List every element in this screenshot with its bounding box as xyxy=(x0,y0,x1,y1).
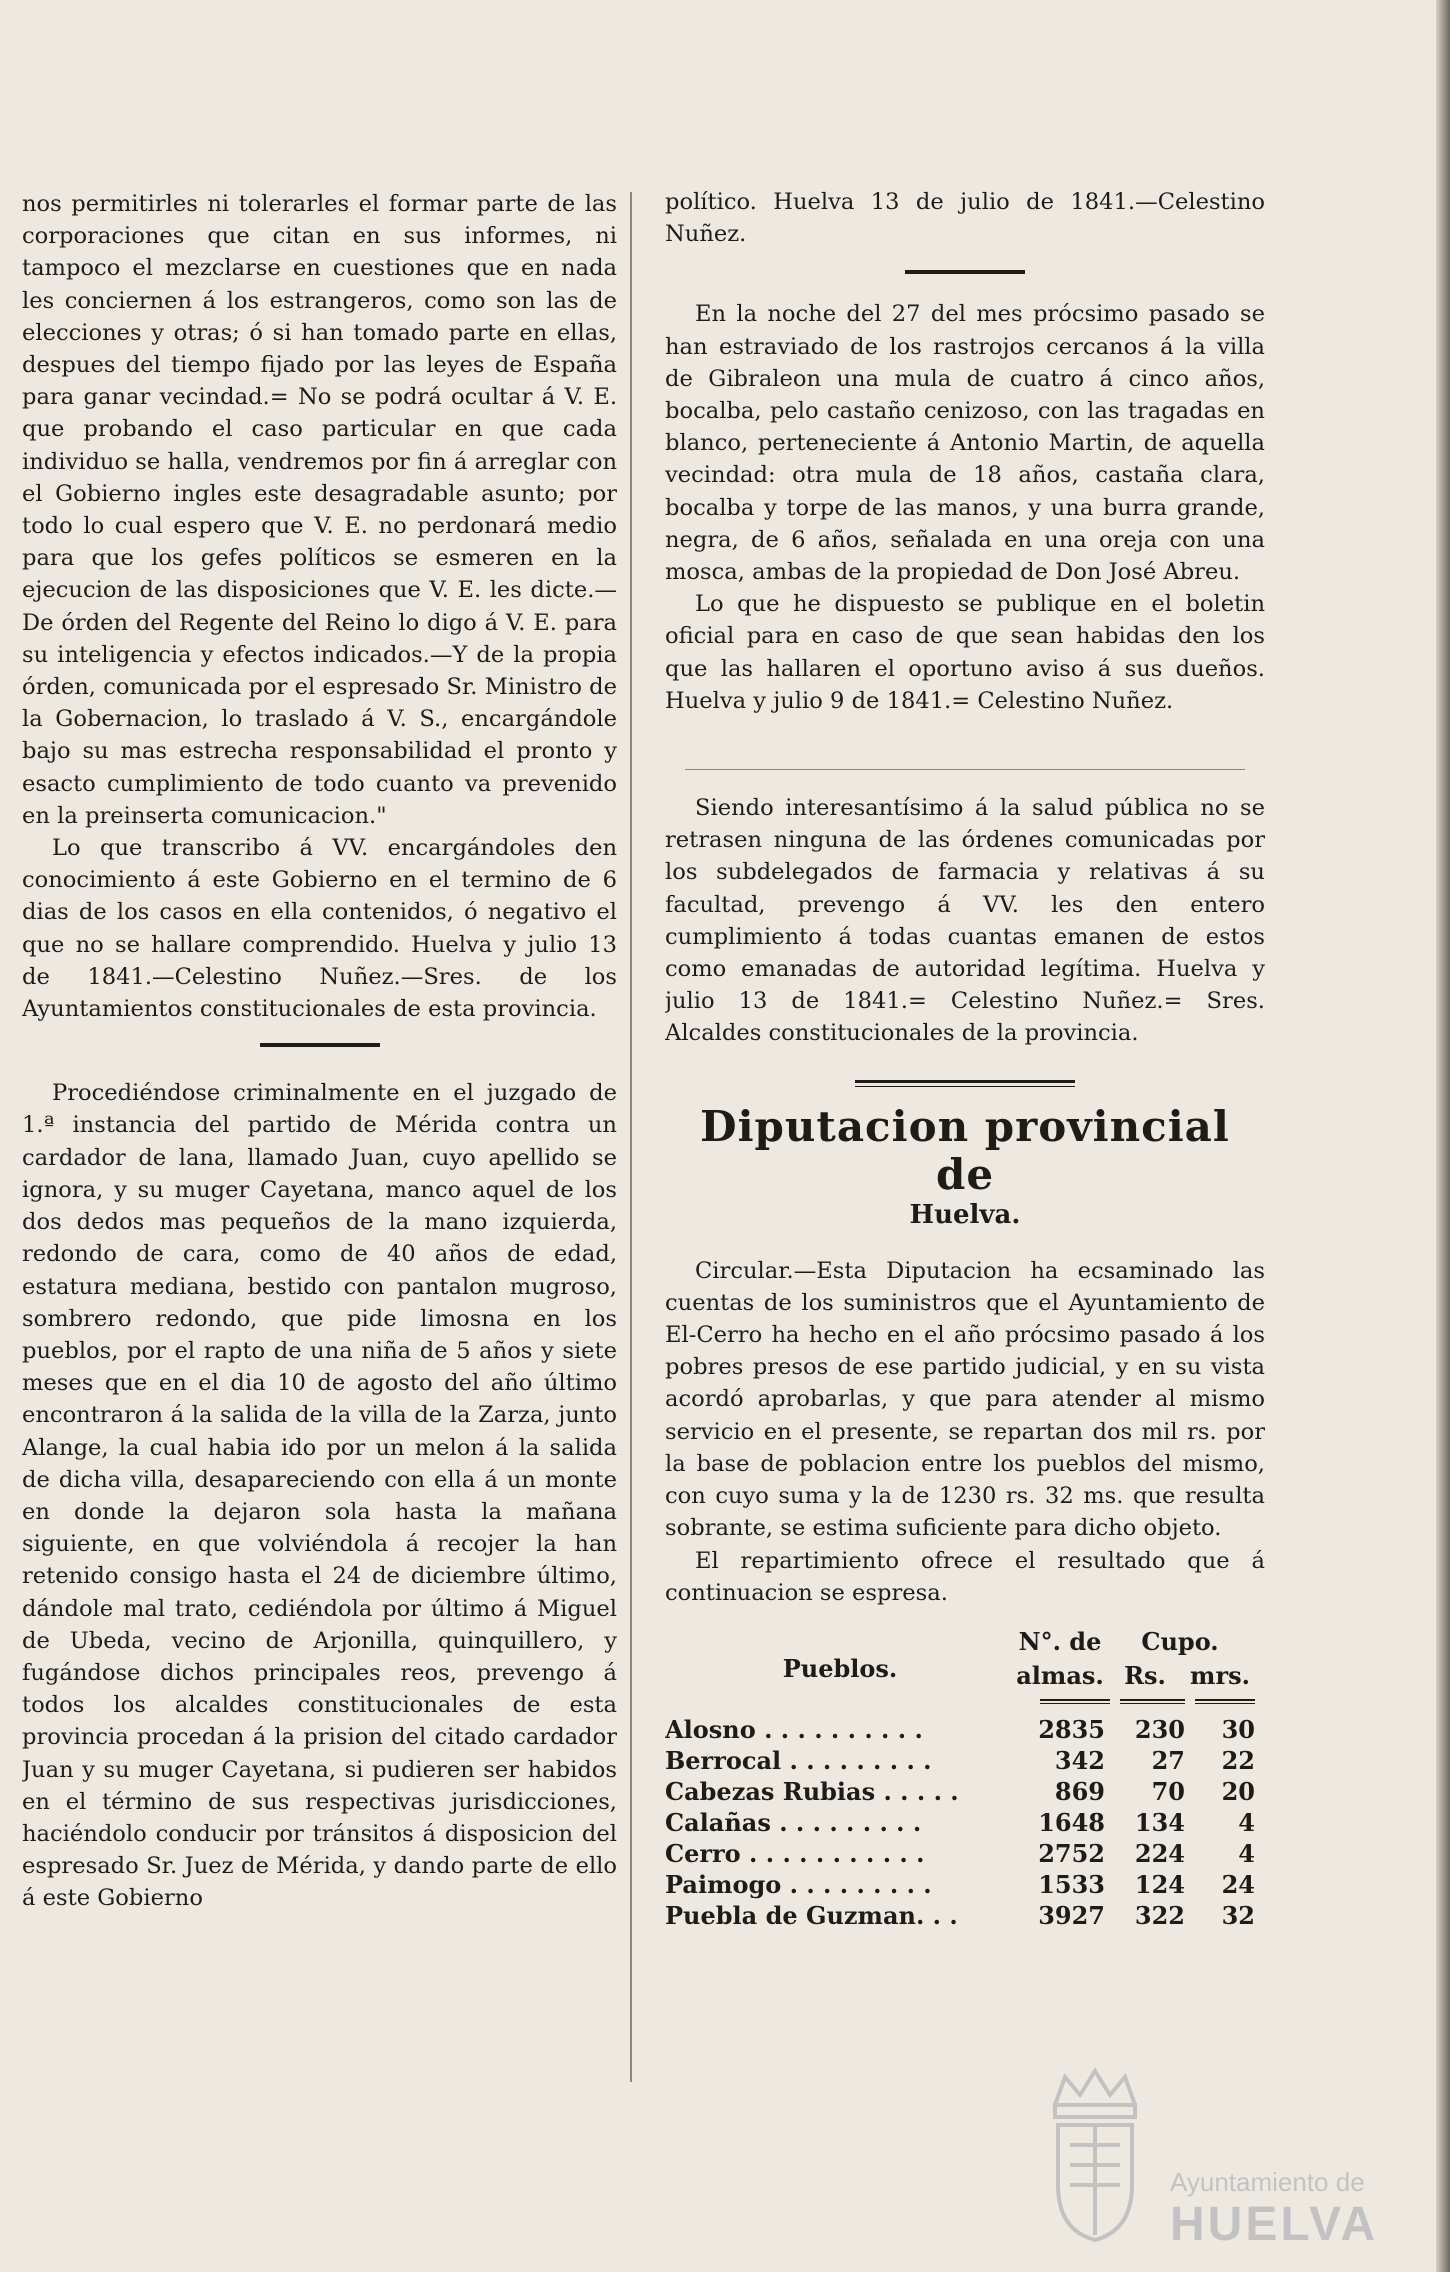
cell-mrs: 4 xyxy=(1238,1838,1255,1868)
cell-mrs: 30 xyxy=(1221,1714,1255,1744)
cell-almas: 2752 xyxy=(1038,1838,1105,1868)
cell-town: Cerro . . . . . . . . . . . xyxy=(665,1838,925,1868)
cell-town: Cabezas Rubias . . . . . xyxy=(665,1776,959,1806)
right-paragraph-6: El repartimiento ofrece el resultado que á continuacion se espresa. xyxy=(665,1547,1265,1606)
right-paragraph-1: político. Huelva 13 de julio de 1841.—Celestino Nuñez. xyxy=(665,189,1265,248)
left-paragraph-3: Procediéndose criminalmente en el juzgado de 1.ª instancia del partido de Mérida contra un cardador de lana, llamado Juan, cuyo apellido se ignora, y su muger Cayetana, manco aquel de los dos dedos mas pequeños de la mano izquierda, redondo de cara, como de 40 años de edad, estatura mediana, bestido con pantalon mugroso, sombrero redondo, que pide limosna en los pueblos, por el rapto de una niña de 5 años y siete meses que en el dia 10 de agosto del año último encontraron á la salida de la villa de la Zarza, junto Alange, la cual habia ido por un melon á la salida de dicha villa, desapareciendo con ella á un monte en donde la dejaron sola hasta la mañana siguiente, en que volviéndola á recojer la han retenido consigo hasta el 24 de diciembre último, dándole mal trato, cediéndola por último á Miguel de Ubeda, vecino de Arjonilla, quinquillero, y fugándose dichos principales reos, prevengo á todos los alcaldes constitucionales de esta provincia procedan á la prision del citado cardador Juan y su muger Cayetana, si pudieren ser habidos en el término de sus respectivas jurisdicciones, haciéndolo conducir por tránsitos á disposicion del espresado Sr. Juez de Mérida, y dando parte de ello á este Gobierno xyxy=(22,1080,617,1912)
table-row xyxy=(665,1776,1255,1807)
page-edge xyxy=(1436,0,1450,2272)
header-rs: Rs. xyxy=(1124,1660,1166,1690)
crown-crest-icon xyxy=(1040,2065,1150,2245)
column-divider xyxy=(630,192,632,2082)
cell-town: Paimogo . . . . . . . . . xyxy=(665,1869,932,1899)
cell-rs: 27 xyxy=(1151,1745,1185,1775)
cell-almas: 1533 xyxy=(1038,1869,1105,1899)
cell-rs: 230 xyxy=(1134,1714,1185,1744)
left-column xyxy=(22,188,617,2093)
right-paragraph-4: Siendo interesantísimo á la salud pública no se retrasen ninguna de las órdenes comunicadas por los subdelegados de farmacia y relativas á su facultad, prevengo á VV. les den entero cumplimiento á todas cuantas emanen de estos como emanadas de autoridad legítima. Huelva y julio 13 de 1841.= Celestino Nuñez.= Sres. Alcaldes constitucionales de la provincia. xyxy=(665,795,1265,1047)
header-pueblos: Pueblos. xyxy=(782,1653,898,1683)
cell-mrs: 24 xyxy=(1221,1869,1255,1899)
table-row xyxy=(665,1807,1255,1838)
table-row xyxy=(665,1838,1255,1869)
right-paragraph-3: Lo que he dispuesto se publique en el boletin oficial para en caso de que sean habidas den los que las hallaren el oportuno aviso á sus dueños. Huelva y julio 9 de 1841.= Celestino Nuñez. xyxy=(665,591,1265,714)
cell-almas: 3927 xyxy=(1038,1900,1105,1930)
ayuntamiento-watermark xyxy=(1040,2065,1420,2255)
header-almas-top: N°. de xyxy=(1018,1626,1102,1656)
cell-rs: 124 xyxy=(1134,1869,1185,1899)
separator-rule xyxy=(685,769,1245,770)
header-almas-bottom: almas. xyxy=(1016,1660,1104,1690)
cell-rs: 224 xyxy=(1134,1838,1185,1868)
left-paragraph-1: nos permitirles ni tolerarles el formar parte de las corporaciones que citan en sus informes, ni tampoco el mezclarse en cuestiones que en nada les conciernen á los estrangeros, como son las de elecciones y otras; ó si han tomado parte en ellas, despues del tiempo fijado por las leyes de España para ganar vecindad.= No se podrá ocultar á V. E. que probando el caso particular en que cada individuo se halla, vendremos por fin á arreglar con el Gobierno ingles este desagradable asunto; por todo lo cual espero que V. E. no perdonará medio para que los gefes políticos se esmeren en la ejecucion de las disposiciones que V. E. les dicte.—De órden del Regente del Reino lo digo á V. E. para su inteligencia y efectos indicados.—Y de la propia órden, comunicada por el espresado Sr. Ministro de la Gobernacion, lo traslado á V. S., encargándole bajo su mas estrecha responsabilidad el pronto y esacto cumplimiento de todo cuanto va prevenido en la preinserta comunicacion." xyxy=(22,191,617,829)
table-row xyxy=(665,1869,1255,1900)
header-mrs: mrs. xyxy=(1190,1660,1250,1690)
table-row xyxy=(665,1900,1255,1931)
watermark-line-1: Ayuntamiento de xyxy=(1170,2167,1365,2197)
header-cupo: Cupo. xyxy=(1141,1626,1219,1656)
right-paragraph-2: En la noche del 27 del mes prócsimo pasado se han estraviado de los rastrojos cercanos á la villa de Gibraleon una mula de cuatro á cinco años, bocalba, pelo castaño cenizoso, con las tragadas en blanco, perteneciente á Antonio Martin, de aquella vecindad: otra mula de 18 años, castaña clara, bocalba y torpe de las manos, y una burra grande, negra, de 6 años, señalada en una oreja con una mosca, ambas de la propiedad de Don José Abreu. xyxy=(665,301,1265,586)
double-separator-rule xyxy=(855,1080,1075,1087)
cell-mrs: 22 xyxy=(1221,1745,1255,1775)
repartimiento-table xyxy=(665,1623,1255,1931)
section-title: Diputacion provincial de xyxy=(700,1101,1230,1199)
cell-rs: 322 xyxy=(1134,1900,1185,1930)
cell-almas: 1648 xyxy=(1038,1807,1105,1837)
cell-almas: 2835 xyxy=(1038,1714,1105,1744)
right-column xyxy=(665,186,1265,2091)
header-rules xyxy=(665,1699,1255,1704)
header-group xyxy=(1015,1625,1255,1693)
cell-town: Alosno . . . . . . . . . . xyxy=(665,1714,923,1744)
table-row xyxy=(665,1745,1255,1776)
left-paragraph-2: Lo que transcribo á VV. encargándoles den conocimiento á este Gobierno en el termino de 6 dias de los casos en ella contenidos, ó negativo el que no se hallare comprendido. Huelva y julio 13 de 1841.—Celestino Nuñez.—Sres. de los Ayuntamientos constitucionales de esta provincia. xyxy=(22,835,617,1023)
cell-rs: 134 xyxy=(1134,1807,1185,1837)
section-subtitle: Huelva. xyxy=(909,1199,1021,1230)
separator-rule xyxy=(260,1043,380,1047)
cell-rs: 70 xyxy=(1151,1776,1185,1806)
cell-town: Berrocal . . . . . . . . . xyxy=(665,1745,932,1775)
cell-mrs: 32 xyxy=(1221,1900,1255,1930)
right-paragraph-5: Circular.—Esta Diputacion ha ecsaminado las cuentas de los suministros que el Ayuntamiento de El-Cerro ha hecho en el año prócsimo pasado á los pobres presos de ese partido judicial, y en su vista acordó aprobarlas, y que para atender al mismo servicio en el presente, se repartan dos mil rs. por la base de poblacion entre los pueblos del mismo, con cuyo suma y la de 1230 rs. 32 ms. que resulta sobrante, se estima suficiente para dicho objeto. xyxy=(665,1257,1265,1542)
cell-almas: 342 xyxy=(1054,1745,1105,1775)
cell-mrs: 20 xyxy=(1221,1776,1255,1806)
cell-almas: 869 xyxy=(1054,1776,1105,1806)
cell-mrs: 4 xyxy=(1238,1807,1255,1837)
cell-town: Puebla de Guzman. . . xyxy=(665,1900,958,1930)
cell-town: Calañas . . . . . . . . . xyxy=(665,1807,922,1837)
watermark-line-2: HUELVA xyxy=(1170,2198,1379,2251)
table-row xyxy=(665,1714,1255,1745)
table-header xyxy=(665,1623,1255,1693)
separator-rule xyxy=(905,270,1025,274)
